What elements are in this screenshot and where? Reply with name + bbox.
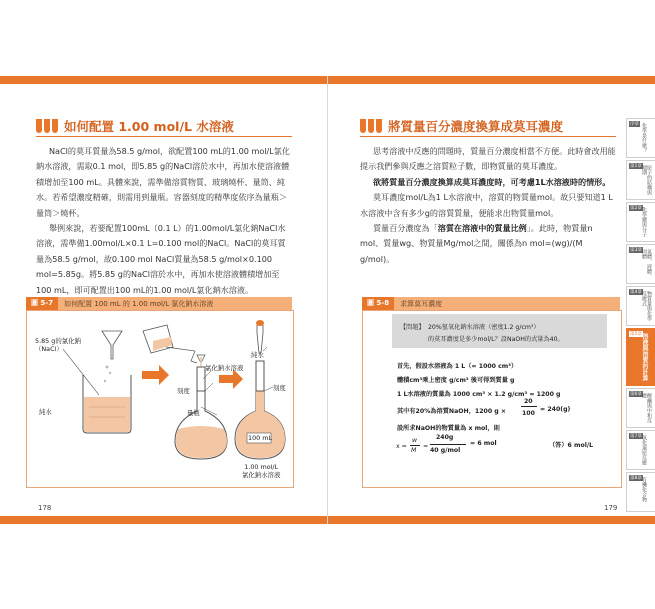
question-box xyxy=(392,314,607,348)
left-paragraph-1: NaCl的莫耳質量為58.5 g/mol，欲配置100 mL的1.00 mol/L氯化鈉水溶液，需取0.1 mol，即5.85 g的NaCl溶於水中，再加水使溶液體積增加至100 mL。具體來說，需準備溶質物質、玻璃燒杯、量筒、純水。若希望濃度精確，則需用到量瓶。容器刻度的精準度依序為量瓶＞量筒＞燒杯。 xyxy=(36,146,290,218)
chapter-tab-number: 第6章 xyxy=(630,392,642,397)
label-nacl: 5.85 g的氯化鈉 （NaCl） xyxy=(35,337,81,353)
equation-w: w xyxy=(412,437,418,444)
equation-M: M xyxy=(411,447,417,454)
arrow-right-icon-2 xyxy=(219,369,243,389)
chapter-tab-number: 第1章 xyxy=(630,164,642,169)
fraction-denominator: 100 xyxy=(522,410,535,417)
chapter-tab-label: 氣體、液體、固體 xyxy=(641,249,652,279)
left-page-number: 178 xyxy=(38,504,52,512)
left-figure-header xyxy=(26,297,292,310)
chapter-tab-7[interactable] xyxy=(626,430,655,470)
chapter-tab-number: 第3章 xyxy=(630,248,642,253)
fraction-numerator: 20 xyxy=(524,398,533,405)
label-water: 純水 xyxy=(39,408,52,416)
chapter-tab-label: 溶液與溶質的計算 xyxy=(641,333,648,381)
right-paragraph-2: 欲將質量百分濃度換算成莫耳濃度時，可考慮1L水溶液時的情形。 xyxy=(372,176,611,187)
left-figure xyxy=(26,310,294,488)
left-section-header xyxy=(36,116,292,137)
right-section-title: 將質量百分濃度換算成莫耳濃度 xyxy=(388,119,564,134)
fraction-bar xyxy=(521,406,537,407)
equation-numerator: 240g xyxy=(436,434,454,441)
label-volume: 100 mL xyxy=(248,434,273,442)
beaker-icon xyxy=(36,119,58,133)
right-page-number: 179 xyxy=(604,504,618,512)
chapter-tab-number: 第5章 xyxy=(630,332,642,337)
left-paragraph-2: 舉例來說，若要配置100mL（0.1 L）的1.00mol/L氯化鈉NaCl水溶液，需準備1.00mol/L×0.1 L=0.100 mol的NaCl。NaCl的莫耳質量為58.5 g/mol，故0.100 mol NaCl質量為58.5 g/mol×0.100 mol=5.85g。將5.85 g的NaCl溶於水中，再加水使溶液體積增加至100 mL，即可配置出100 mL的1.00 mol/L氯化鈉水溶液。 xyxy=(36,223,286,295)
figure-number-right: 圖 5-8 xyxy=(362,297,394,310)
solution-line-4: 其中有20%為溶質NaOH，1200 g × xyxy=(397,408,507,415)
equation-lhs: x = xyxy=(396,443,407,450)
solution-line-3: 1 L水溶液的質量為 1000 cm³ × 1.2 g/cm³ = 1200 g xyxy=(397,391,561,398)
chapter-tab-0[interactable] xyxy=(626,118,655,158)
chapter-tab-label: 化學是什麼？ xyxy=(641,123,647,153)
question-label: 【問題】 xyxy=(400,324,425,331)
label-mark-right: 刻度 xyxy=(273,384,286,392)
solution-line-4b: = 240(g) xyxy=(540,406,571,413)
chapter-tab-label: 氧化還原反應 xyxy=(641,435,647,465)
arrow-right-icon xyxy=(142,365,169,385)
chapter-tab-label: 物質量與化學反應式 xyxy=(641,291,652,321)
chapter-tabs xyxy=(626,118,655,514)
figure-title: 如何配置 100 mL 的 1.00 mol/L 氯化鈉水溶液 xyxy=(64,299,214,308)
answer: （答）6 mol/L xyxy=(549,442,594,449)
chapter-tab-number: 第8章 xyxy=(630,476,642,481)
chapter-tab-number: 第2章 xyxy=(630,206,642,211)
left-body xyxy=(36,144,292,298)
solution-line-5: 設所求NaOH的物質量為 x mol，則 xyxy=(397,425,500,432)
chapter-tab-5[interactable] xyxy=(626,328,655,386)
right-paragraph-4: 質量百分濃度為「溶質在溶液中的質量比例」。此時，物質量n mol、質量wg、物質量Mg/mol之間，關係為n mol=(wg)/(M g/mol)。 xyxy=(360,223,593,264)
chapter-tab-1[interactable] xyxy=(626,160,655,200)
chapter-tab-label: 酸鹼與中和反應 xyxy=(641,393,652,423)
chapter-tab-6[interactable] xyxy=(626,388,655,428)
equation-denominator: 40 g/mol xyxy=(430,447,461,454)
right-section-header xyxy=(360,116,616,137)
chapter-tab-number: 序章 xyxy=(630,122,639,127)
label-flask: 量瓶 xyxy=(187,409,200,417)
chapter-tab-8[interactable] xyxy=(626,472,655,512)
chapter-tab-3[interactable] xyxy=(626,244,655,284)
chapter-tab-4[interactable] xyxy=(626,286,655,326)
label-water-right: 純水 xyxy=(251,351,264,359)
equation-eq: = xyxy=(423,443,429,450)
equation-bar-2 xyxy=(430,444,466,445)
right-body xyxy=(360,144,616,267)
book-gutter xyxy=(327,76,328,524)
beaker-icon-right xyxy=(360,119,382,133)
equation-bar-1 xyxy=(410,445,420,446)
question-line-2: 的莫耳濃度是多少mol/L？設NaOH的式量為40。 xyxy=(428,336,564,343)
figure-number: 圖 5-7 xyxy=(26,297,58,310)
figure-title-right: 求算莫耳濃度 xyxy=(400,299,443,308)
chapter-tab-number: 第7章 xyxy=(630,434,642,439)
chapter-tab-label: 化學鍵與分子 xyxy=(641,207,647,237)
label-mark: 刻度 xyxy=(177,387,190,395)
chapter-tab-2[interactable] xyxy=(626,202,655,242)
question-line-1: 20%氫氧化鈉水溶液（密度1.2 g/cm³） xyxy=(428,324,540,331)
right-figure-header xyxy=(362,297,620,310)
chapter-tab-label: 有機化合物 xyxy=(641,477,647,502)
solution-line-1: 首先，假設水溶液為 1 L（= 1000 cm³） xyxy=(397,363,518,370)
chapter-tab-number: 第4章 xyxy=(630,290,642,295)
chapter-tab-label: 原子的結構與週期 xyxy=(641,165,652,195)
equation-result: = 6 mol xyxy=(470,440,497,447)
left-section-title: 如何配置 1.00 mol/L 水溶液 xyxy=(64,119,234,134)
label-result: 1.00 mol/L 氯化鈉水溶液 xyxy=(242,463,281,479)
label-nacl-solution: 氯化鈉水溶液 xyxy=(205,364,244,372)
right-paragraph-3: 莫耳濃度mol/L為1 L水溶液中，溶質的物質量mol。故只要知道1 L水溶液中含有多少g的溶質質量，便能求出物質量mol。 xyxy=(360,192,613,218)
solution-line-2: 體積cm³乘上密度 g/cm³ 後可得到質量 g xyxy=(397,377,515,384)
right-paragraph-1: 思考溶液中反應的問題時，質量百分濃度相當不方便。此時會改用能提示我們參與反應之溶質粒子數，即物質量的莫耳濃度。 xyxy=(360,146,616,172)
